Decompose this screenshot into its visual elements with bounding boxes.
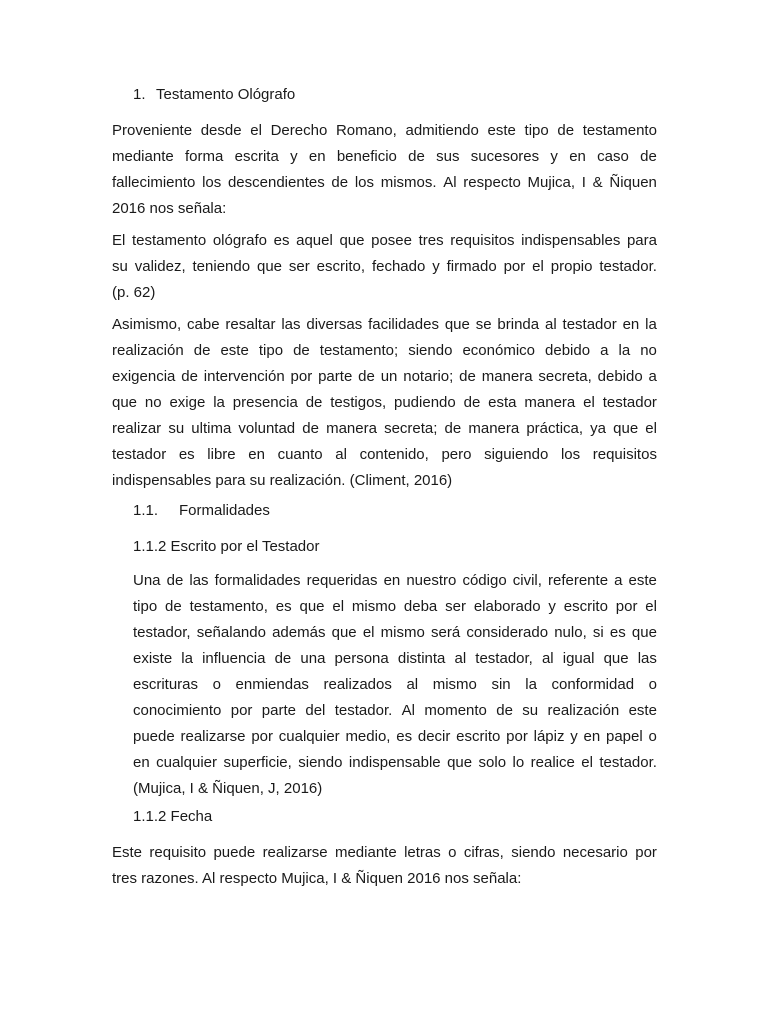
- text-line: mediante forma escrita y en beneficio de sus sucesores y en caso de: [112, 148, 657, 165]
- subsection-title: Formalidades: [179, 502, 270, 519]
- paragraph-fecha: [112, 840, 657, 892]
- text-line: puede realizarse por cualquier medio, es decir escrito por lápiz y en papel o: [133, 728, 657, 745]
- text-line: El testamento ológrafo es aquel que posee tres requisitos indispensables para: [112, 232, 657, 249]
- text-line: en cualquier superficie, siendo indispensable que solo lo realice el testador.: [133, 754, 657, 771]
- text-line: Una de las formalidades requeridas en nuestro código civil, referente a este: [133, 572, 657, 589]
- text-line: (p. 62): [112, 284, 156, 301]
- paragraph-facilities: [112, 312, 657, 494]
- subsubsection-title: 1.1.2 Escrito por el Testador: [133, 538, 320, 555]
- text-line: Este requisito puede realizarse mediante letras o cifras, siendo necesario por: [112, 844, 657, 861]
- text-line: 2016 nos señala:: [112, 200, 227, 217]
- text-line: fallecimiento los descendientes de los mismos. Al respecto Mujica, I & Ñiquen: [112, 174, 657, 191]
- text-line: realización de este tipo de testamento; siendo económico debido a la no: [112, 342, 657, 359]
- text-line: su validez, teniendo que ser escrito, fechado y firmado por el propio testador.: [112, 258, 657, 275]
- text-line: Asimismo, cabe resaltar las diversas facilidades que se brinda al testador en la: [112, 316, 657, 333]
- subsubsection-title: 1.1.2 Fecha: [133, 808, 213, 825]
- text-line: exigencia de intervención por parte de un notario; de manera secreta, debido a: [112, 368, 657, 385]
- text-line: testador, señalando además que el mismo será considerado nulo, si es que: [133, 624, 657, 641]
- subsection-number: 1.1.: [133, 502, 159, 519]
- text-line: conocimiento por parte del testador. Al momento de su realización este: [133, 702, 657, 719]
- text-line: Proveniente desde el Derecho Romano, admitiendo este tipo de testamento: [112, 122, 657, 139]
- paragraph-intro: [112, 118, 657, 222]
- section-heading-1: [133, 85, 295, 105]
- subsubsection-heading-fecha: [133, 807, 212, 827]
- section-title: Testamento Ológrafo: [156, 86, 296, 103]
- subsubsection-heading-escrito: [133, 537, 320, 557]
- text-line: realizar su ultima voluntad de manera secreta; de manera práctica, ya que el: [112, 420, 657, 437]
- text-line: escrituras o enmiendas realizados al mismo sin la conformidad o: [133, 676, 657, 693]
- paragraph-escrito: [133, 568, 657, 802]
- text-line: existe la influencia de una persona distinta al testador, al igual que las: [133, 650, 657, 667]
- text-line: (Mujica, I & Ñiquen, J, 2016): [133, 780, 323, 797]
- text-line: que no exige la presencia de testigos, pudiendo de esta manera el testador: [112, 394, 657, 411]
- text-line: tres razones. Al respecto Mujica, I & Ñiquen 2016 nos señala:: [112, 870, 522, 887]
- text-line: indispensables para su realización. (Climent, 2016): [112, 472, 453, 489]
- text-line: testador es libre en cuanto al contenido, pero siguiendo los requisitos: [112, 446, 657, 463]
- text-line: tipo de testamento, es que el mismo deba ser elaborado y escrito por el: [133, 598, 657, 615]
- block-quote: [112, 228, 657, 306]
- subsection-heading: [133, 501, 270, 521]
- section-number: 1.: [133, 86, 146, 103]
